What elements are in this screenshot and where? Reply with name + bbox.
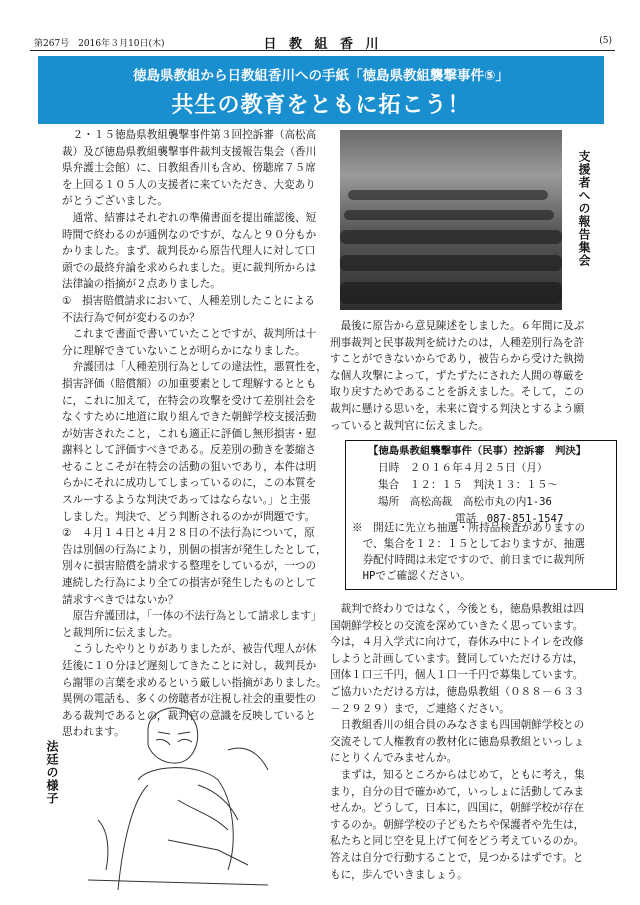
headline-title: 共生の教育をともに拓こう！: [171, 93, 471, 118]
headline-banner: [38, 56, 604, 124]
notice-title: 【徳島県教組襲撃事件（民事）控訴審 判決】: [368, 445, 587, 457]
sketch-caption: 法廷の様子: [45, 740, 59, 805]
right-column-top-text: 最後に原告から意見陳述をしました。６年間に及ぶ 刑事裁判と民事裁判を続けたのは，人種差別行為を許 すことができないからであり，被告らから受けた執拗 な個人攻撃によって，ずたずたにされた人間の尊厳を 取り戻すためであることを訴えました。そして，この 裁判に懸ける思いを，未来に資する判決とするよう願 っていると裁判官に伝えました。: [330, 320, 585, 432]
header-rule: [30, 50, 615, 51]
headline-subtitle: 徳島県教組から日教組香川への手紙「徳島県教組襲撃事件⑤」: [133, 68, 509, 84]
courtroom-sketch: [78, 690, 278, 890]
notice-date: 日時 ２０１６年４月２５日（月）: [378, 462, 548, 474]
issue-date: 第267号 2016年３月10日(木): [34, 39, 165, 49]
left-column-text: ２・１５徳島県教組襲撃事件第３回控訴審（高松高 裁）及び徳島県教組襲撃事件裁判支援報告集会（香川 県弁護士会館）に、日教組香川も含め、傍聴席７５席 を上回る１０５人の支援者に来ていただき、大変あり がとうございました。 通常、結審はそれぞれの準備書面を提出確認後、短 時間で終わるのが通例なのですが、なんと９０分もか かりました。まず、裁判長から原告代理人に対して口 頭での最終弁論を求められました。更に裁判所からは 法律論の指摘が２点ありました。 ① 損害賠償請求において、人種差別したことによる 不法行為で何が変わるのか？ これまで書面で書いていたことですが、裁判所は十 分に理解できていないことが明らかになりました。 弁護団は「人種差別行為としての違法性，悪質性を， 損害評価（賠償額）の加重要素として理解するととも に，これに加えて，在特会の攻撃を受けて差別社会を なくすために地道に取り組んできた朝鮮学校支援活動 が妨害されたこと，これも適正に評価し無形損害・慰 謝料として評価すべきである。反差別の動きを萎縮さ せることこそが在特会の活動の狙いであり，本件は明 らかにそれに成功してしまっているのに，この本質を スルーするような判決であってはならない。」と主張 しました。判決で、どう判断されるのかが問題です。 ② ４月１４日と４月２８日の不法行為について，原 告は別個の行為により，別個の損害が発生したとして， 別々に損害賠償を請求する整理をしているが，一つの 連続した行為により全ての損害が発生したものとして 請求すべきではないか？ 原告弁護団は，「一体の不法行為として請求します」 と裁判所に伝えました。 こうしたやりとりがありましたが、被告代理人が休 廷後に１０分ほど遅刻してきたことに対し，裁判長か ら謝罪の言葉を求めるという厳しい指摘がありました。 異例の電話も、多くの傍聴者が注視し社会的重要性の ある裁判であるとの，裁判官の意識を反映していると 思われます。: [62, 129, 327, 739]
notice-note: ※ 開廷に先立ち抽選・所持品検査がありますの で、集合を１２：１５としておりますが、抽選 券配付時間は未定ですので、前日までに裁判所 HPでご確認ください。: [352, 522, 586, 582]
notice-meeting-time: 集合 １２：１５ 判決１３：１５～: [378, 479, 559, 491]
page-header: [34, 36, 612, 50]
notice-place: 場所 高松高裁 高松市丸の内1-36: [378, 496, 552, 508]
newsletter-title: 日 教 組 香 川: [263, 37, 383, 52]
photo-caption: 支援者への報告集会: [577, 150, 591, 267]
right-column-bottom-text: 裁判で終わりではなく，今後とも，徳島県教組は四 国朝鮮学校との交流を深めていきたく思っています。 今は，４月入学式に向けて，春休み中にトイレを改修 しようと計画しています。賛同していただける方は， 団体１口三千円，個人１口一千円で募集しています。 ご協力いただける方は，徳島県教組（０８８－６３３ －２９２９）まで，ご連絡ください。 日教組香川の組合員のみなさまも四国朝鮮学校との 交流そして人権教育の教材化に徳島県教組といっしょ にとりくんでみませんか。 まずは，知るところからはじめて，ともに考え，集 まり，自分の目で確かめて，いっしょに活動してみま せんか。どうして，日本に，四国に，朝鮮学校が存在 するのか。朝鮮学校の子どもたちや保護者や先生は， 私たちと同じ空を見上げて何をどう考えているのか。 答えは自分で行動することで，見つかるはずです。と もに，歩んでいきましょう。: [330, 603, 585, 881]
report-meeting-photo: [340, 130, 562, 310]
notice-phone: 電話 087-851-1547: [455, 513, 564, 525]
page-number: (5): [599, 36, 612, 46]
